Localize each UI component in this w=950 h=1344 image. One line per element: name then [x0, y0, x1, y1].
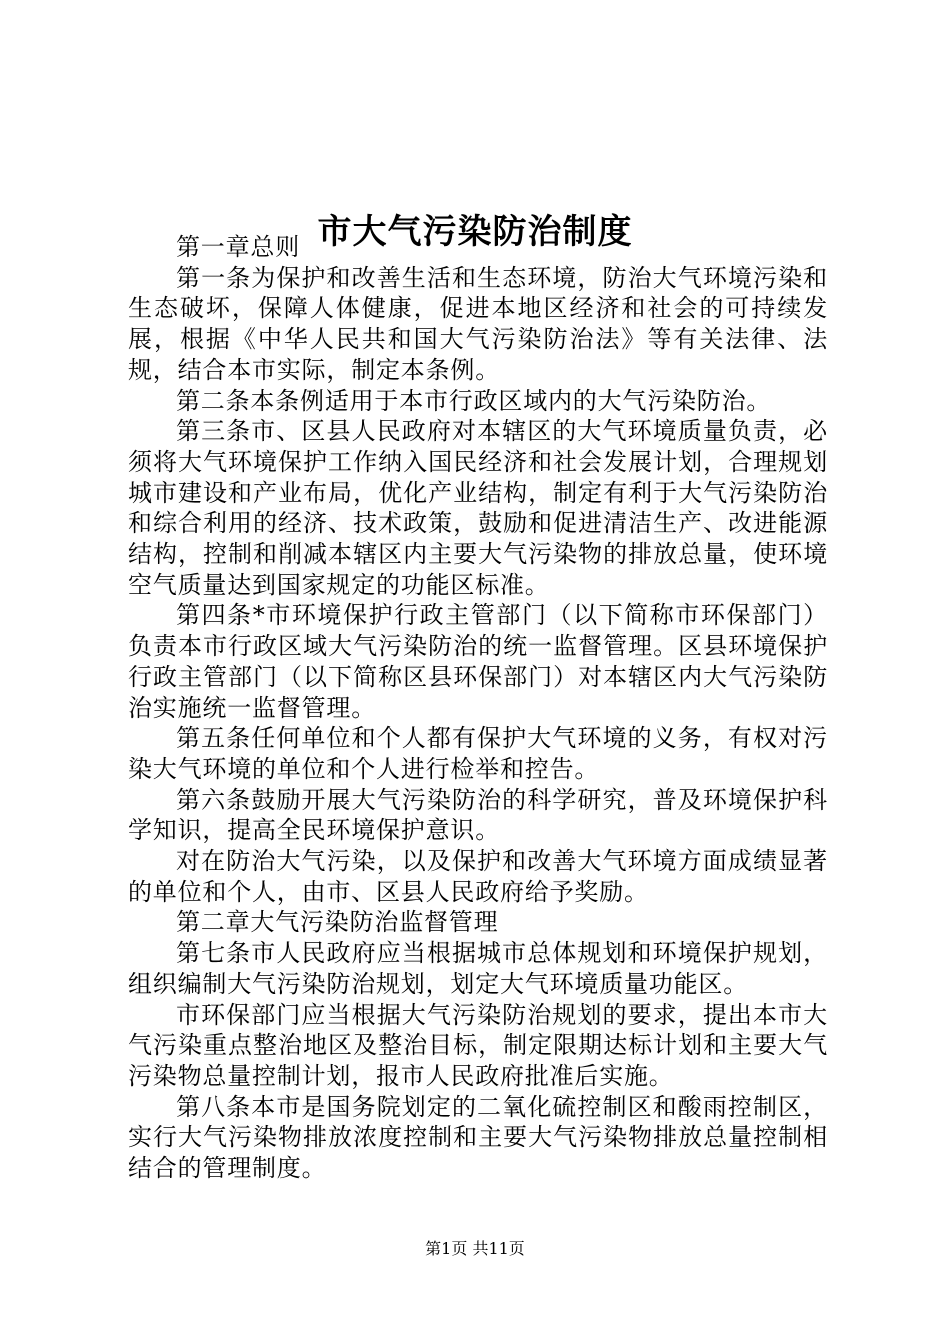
document-body [128, 232, 828, 1184]
article-paragraph: 第四条*市环境保护行政主管部门（以下简称市环保部门）负责本市行政区域大气污染防治的统一监督管理。区县环境保护行政主管部门（以下简称区县环保部门）对本辖区内大气污染防治实施统一监督管理。 [128, 601, 828, 722]
article-paragraph: 第七条市人民政府应当根据城市总体规划和环境保护规划，组织编制大气污染防治规划，划定大气环境质量功能区。 [128, 939, 828, 998]
article-paragraph: 第六条鼓励开展大气污染防治的科学研究，普及环境保护科学知识，提高全民环境保护意识。 [128, 785, 828, 845]
article-paragraph: 第二条本条例适用于本市行政区域内的大气污染防治。 [176, 386, 772, 415]
article-paragraph: 对在防治大气污染，以及保护和改善大气环境方面成绩显著的单位和个人，由市、区县人民政府给予奖励。 [128, 847, 828, 906]
article-paragraph: 市环保部门应当根据大气污染防治规划的要求，提出本市大气污染重点整治地区及整治目标，制定限期达标计划和主要大气污染物总量控制计划，报市人民政府批准后实施。 [128, 1000, 828, 1090]
document-title: 市大气污染防治制度 [317, 211, 633, 252]
chapter-heading: 第一章总则 [176, 233, 300, 261]
chapter-heading: 第二章大气污染防治监督管理 [176, 908, 499, 937]
article-paragraph: 第一条为保护和改善生活和生态环境，防治大气环境污染和生态破坏，保障人体健康，促进本地区经济和社会的可持续发展，根据《中华人民共和国大气污染防治法》等有关法律、法规，结合本市实际，制定本条例。 [128, 263, 828, 384]
article-paragraph: 第八条本市是国务院划定的二氧化硫控制区和酸雨控制区，实行大气污染物排放浓度控制和主要大气污染物排放总量控制相结合的管理制度。 [128, 1092, 828, 1183]
article-paragraph: 第三条市、区县人民政府对本辖区的大气环境质量负责，必须将大气环境保护工作纳入国民经济和社会发展计划，合理规划城市建设和产业布局，优化产业结构，制定有利于大气污染防治和综合利用的经济、技术政策，鼓励和促进清洁生产、改进能源结构，控制和削减本辖区内主要大气污染物的排放总量，使环境空气质量达到国家规定的功能区标准。 [128, 417, 828, 599]
page-footer: 第1页 共11页 [425, 1239, 525, 1258]
article-paragraph: 第五条任何单位和个人都有保护大气环境的义务，有权对污染大气环境的单位和个人进行检举和控告。 [128, 724, 828, 783]
